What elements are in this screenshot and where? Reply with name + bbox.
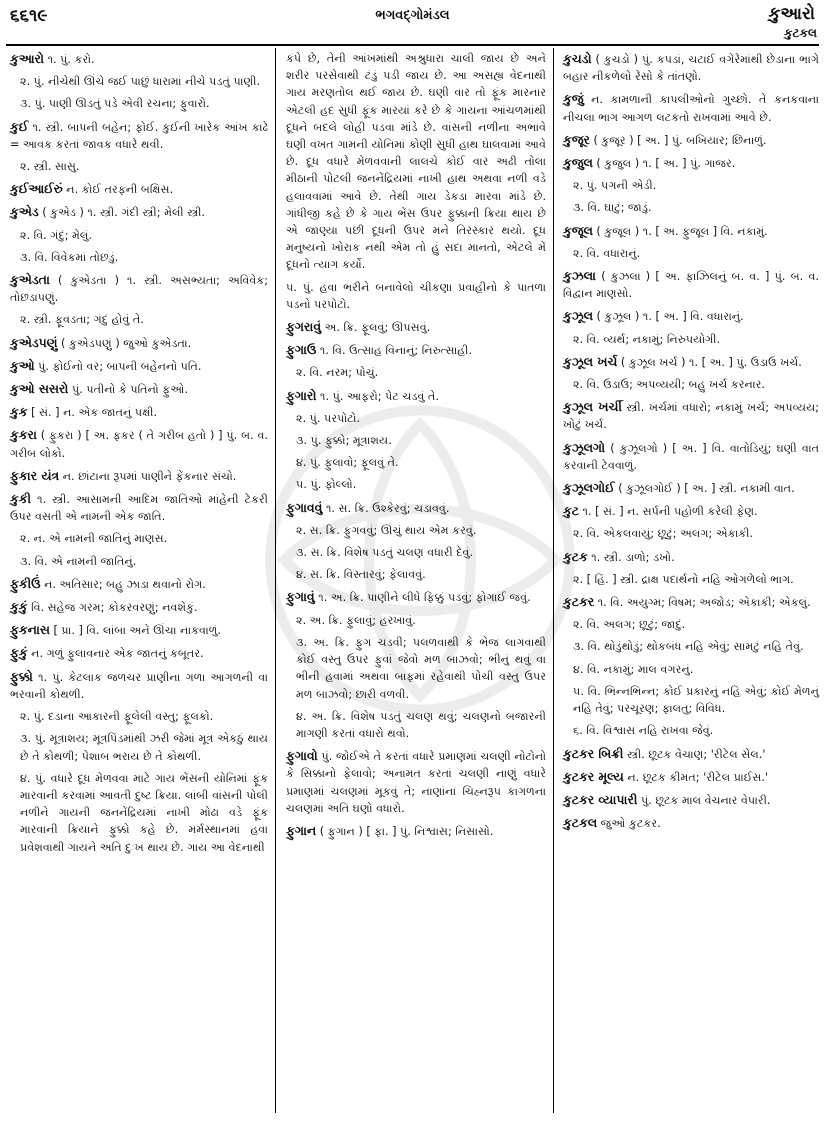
- definition: [ સં. ] ન. એક જાતનું પક્ષી.: [31, 406, 158, 420]
- sub-sense: ૨. પું. દડાના આકારની ફૂલેલી વસ્તુ; ફૂલકો.: [20, 710, 214, 724]
- dictionary-entry: [563, 353, 819, 371]
- sub-sense: ૪. પું. ફુલાવો; ફૂલવું તે.: [296, 456, 399, 470]
- definition: ૧. સ્ત્રી. આસામની આદિમ જાતિઓ માંહેની ટેકરી ઉપર વસતી એ નામની એક જાતિ.: [10, 493, 269, 524]
- headword: ફુગારો: [286, 387, 317, 403]
- dictionary-entry: [286, 387, 546, 405]
- sub-sense: ૫. પું. ફોલ્લો.: [296, 478, 357, 492]
- page-title: ભગવદ્ગોમંડલ: [375, 8, 450, 23]
- column-divider: [275, 48, 276, 1113]
- definition: ( કુજૂલ ) ૧. [ અ. ફુજૂલ ] વિ. નકામું.: [596, 224, 768, 238]
- headword: ફુગાવવું: [286, 499, 323, 515]
- headword: કુટકર મૂલ્ય: [563, 768, 624, 784]
- headword: ફુકાર યંત્ર: [10, 467, 60, 483]
- dictionary-entry: [10, 575, 268, 593]
- dictionary-entry: [10, 490, 268, 525]
- definition: ૧. પું. આફરો; પેટ ચડવું તે.: [320, 389, 440, 403]
- dictionary-entry: [10, 644, 268, 662]
- headword: કુજૂર: [563, 131, 590, 147]
- dictionary-entry: [286, 318, 546, 336]
- headword: કુઓ સસરો: [10, 381, 69, 397]
- definition: પું. ફોઈનો વર; બાપની બહેનનો પતિ.: [38, 359, 202, 373]
- definition: ૧. સ્ત્રી. બાપની બહેન; ફોઈ. કુઈની ખારેક આંખ કાઢે = આવક કરતાં જાવક વધારે થવી.: [10, 120, 269, 151]
- definition: ન. ગળું ફુલાવનાર એક જાતનું કબૂતર.: [31, 647, 204, 661]
- headword: કુકી: [10, 491, 32, 507]
- sub-sense: ૩. વિ. એ નામની જાતિનું.: [20, 554, 137, 568]
- headword: કુઝૂલ ખર્ચી: [563, 399, 622, 415]
- headword: ફુક્કો: [10, 668, 33, 684]
- sub-sense: ૨. વિ. એકલવાયું; છૂટું; અલગ; એકાકી.: [573, 527, 753, 541]
- headword: કુચડો: [563, 51, 592, 66]
- headword: કુકું: [10, 599, 28, 615]
- dictionary-entry: [10, 380, 268, 398]
- dictionary-entry: [563, 814, 819, 832]
- sub-sense: ૨. વિ. વ્યર્થ; નકામું; નિરુપયોગી.: [573, 332, 721, 346]
- definition: ( કુઝૂલ ખર્ચ ) ૧. [ અ. ] પું. ઉડાઉ ખર્ચ.: [620, 355, 802, 369]
- sub-sense: ૫. વિ. ભિન્નભિન્ન; કોઈ પ્રકારનું નહિ એવું; કોઈ મેળનું નહિ તેવું; પરચૂરણ; ફાલતુ; વિવિધ.: [573, 684, 819, 716]
- sub-sense: ૨. વિ. ગંદું; મેલું.: [20, 228, 92, 242]
- definition: ( કુઝલા ) [ અ. ફાઝિલનું બ. વ. ] પું. બ. વ. વિદ્વાન માણસો.: [563, 270, 819, 301]
- continued-paragraph: કંપે છે, તેની આંખમાંથી અશ્રુધારા ચાલી જાય છે અને શરીર પરસેવાથી ટંડું પડી જાય છે. આ અસહ્ય વેદનાથી ગાય મરણતોલ થઈ જાય છે. ઘણી વાર તો ફૂંક મારનાર એટલી હદ સુધી ફૂંક મારયાં કરે છે કે ગાયના આંચળમાંથી દૂધને બદલે લોહી પડવા માંડે છે. વાંસની નળીના અભાવે ઘણી વખત ગામની યોનિમાં કોણી સુધી હાથ ઘાલવામાં આવે છે. દૂધ વધારે મેળવવાની લાલચે કોઈ વાર અઢી તોલા મીઠાની પોટલી જનનેંદ્રિયમાં નાખી હાથ અથવા નળી વડે હલાવવામાં આવે છે. તેથી ગાય ડેકડા મારવા માંડે છે. ગાંધીજી કહે છે કે ગાય ભેંસ ઉપર ફુક્કાની ક્રિયા થાય છે એ જાણ્યા પછી દૂધની ઉપર મને તિરસ્કાર થયો. દૂધ મનુષ્યનો ખોરાક નથી એમ તો હું સદા માનતો, એટલે મેં દૂધનો ત્યાગ કર્યો.: [286, 52, 546, 272]
- headword: કુએડતા: [10, 272, 50, 288]
- definition: પું. પતીનો કે પતિનો ફુઓ.: [71, 383, 189, 397]
- headword: કુક: [10, 404, 28, 420]
- definition: ( ફુગાન ) [ ફા. ] પું. નિશ્વાસ; નિસાસો.: [319, 824, 494, 838]
- dictionary-entry: [10, 403, 268, 421]
- sub-sense: ૨. સ્ત્રી. સાસુ.: [20, 160, 80, 174]
- continued-paragraph: ૫. પું. હવા ભરીને બનાવેલો ચીકણા પ્રવાહીનો કે પાતળા પડનો પરપોટો.: [286, 280, 546, 311]
- definition: પું. જોઈએ તે કરતાં વધારે પ્રમાણમાં ચલણી નોટોનો કે સિક્કાનો ફેલાવો; અનામત કરતાં ચલણી નાણું વધારે પ્રમાણમાં ચલણમાં મૂકવું તે; નાણાંના ચિહ્નરૂપ કાગળના ચલણમાં અતિ ઘણો વધારો.: [286, 750, 546, 815]
- headword: કુજુલ: [563, 155, 593, 171]
- dictionary-entry: [286, 499, 546, 517]
- definition: ૧. અ. ક્રિ. પાણીને લીધે ફિક્કું પડવું; ફોગાઈ જવું.: [318, 591, 531, 605]
- definition: સ્ત્રી. ખર્ચમાં વધારો; નકામું ખર્ચ; અપવ્યય; ખોટું ખર્ચ.: [563, 401, 819, 432]
- definition: [ પ્રા. ] વિ. લાંબા અને ઊંચા નાકવાળું.: [53, 624, 221, 638]
- headword: ફુકું: [10, 645, 28, 661]
- dictionary-entry: [563, 131, 819, 149]
- dictionary-entry: [286, 588, 546, 606]
- headword: ફુગાન: [286, 822, 317, 838]
- headword: કુઝલા: [563, 268, 596, 284]
- sub-sense: ૨. વિ. વધારાનું.: [573, 246, 641, 260]
- definition: ( કુએડ ) ૧. સ્ત્રી. ગંદી સ્ત્રી; મેલી સ્ત્રી.: [42, 206, 205, 220]
- sub-sense: ૨. વિ. નરમ; પોચું.: [296, 366, 379, 380]
- headword: કુજું: [563, 91, 584, 107]
- column-2: [286, 50, 546, 845]
- headword: ફુગાવો: [286, 748, 318, 764]
- headword: ફુકીઉં: [10, 575, 41, 591]
- dictionary-entry: [563, 90, 819, 125]
- sub-sense: ૨. વિ. અલગ; છૂટું; જાદું.: [573, 618, 686, 632]
- headword: કુઝૂલગો: [563, 439, 606, 455]
- sub-sense: ૪. સ. ક્રિ. વિસ્તારવું; ફેલાવવું.: [296, 568, 426, 582]
- dictionary-entry: [563, 791, 819, 809]
- definition: ( કુજૂર ) [ અ. ] પું. બખિયાર; છિનાળું.: [593, 133, 767, 147]
- headword: કુઆરો: [10, 51, 45, 66]
- definition: જુઓ કુટકર.: [600, 817, 661, 831]
- definition: ન. કામળાની કાપલીઓનો ગુચ્છો. તે કનકવાના નીચલા ભાગ આગળ લટકતો રાખવામાં આવે છે.: [563, 93, 819, 124]
- dictionary-entry: [563, 267, 819, 302]
- definition: ૧. પું. કેટલાક જળચર પ્રાણીના ગળા આગળની વા ભરવાની કોથળી.: [10, 670, 268, 701]
- sub-sense: ૪. પું. વધારે દૂધ મેળવવા માટે ગાય ભેંસની યોનિમાં ફૂંક મારવાની કરવામાં આવતી દુષ્ટ ક્રિયા. લાંબી વાંસની પોલી નળીને ગાયની જનનેંદ્રિયમાં નાખી મોઢા વડે ફૂંક મારવાની ક્રિયાને ફુક્કો કહે છે. મર્મસ્થાનમાં હવા પ્રવેશવાથી ગાયને અતિ દુઃખ થાય છે. ગાય આ વેદનાથી: [20, 771, 268, 854]
- sub-sense: ૨. પું. નીચેથી ઊંચે જઈ પાછું ધારામાં નીચે પડતું પાણી.: [20, 75, 261, 89]
- dictionary-entry: [10, 50, 268, 68]
- dictionary-entry: [286, 747, 546, 817]
- definition: ન. કોઈ તરફની બક્ષિસ.: [66, 183, 174, 197]
- dictionary-entry: [10, 467, 268, 485]
- headword: કુટકલ: [563, 815, 598, 831]
- last-guide-word: કુટકલ: [783, 26, 817, 40]
- column-divider: [553, 48, 554, 1113]
- definition: ૧. સ્ત્રી. ડાળો; ડખો.: [591, 550, 675, 564]
- dictionary-entry: [563, 398, 819, 433]
- dictionary-entry: [563, 222, 819, 240]
- definition: ( કુચડો ) પું. કપડાં, ચટાઈ વગેરેમાંથી છેડાના ભાગે બહાર નીકળેલો રેસો કે તાંતણો.: [563, 53, 819, 84]
- sub-sense: ૨. પું. પરપોટો.: [296, 411, 361, 425]
- definition: સ્ત્રી. છૂટક વેચાણ; 'રીટેલ સેલ.': [627, 747, 766, 761]
- sub-sense: ૨. વિ. ઉડાઉ; અપવ્યયી; બહુ ખર્ચ કરનાર.: [573, 378, 765, 392]
- headword: કુઈ: [10, 118, 29, 134]
- headword: કુઓ: [10, 357, 35, 373]
- sub-sense: ૨. પું. પગની એડી.: [573, 179, 657, 193]
- dictionary-entry: [563, 154, 819, 172]
- definition: ૧. સ. ક્રિ. ઉશ્કેરવું; ચડાવવું.: [325, 501, 450, 515]
- dictionary-entry: [563, 439, 819, 474]
- headword: કુઝૂલગોઈ: [563, 480, 615, 496]
- sub-sense: ૨. ન. એ નામની જાતિનું માણસ.: [20, 532, 168, 546]
- dictionary-entry: [10, 203, 268, 221]
- sub-sense: ૩. વિ. વિવેકમાં તોછડું.: [20, 250, 119, 264]
- sub-sense: ૩. અ. ક્રિ. ફુગ ચડવી; પલળવાથી કે ભેજ લાગવાથી કોઈ વસ્તુ ઉપર ફુવાં જેવો મળ બાઝવો; ભીનું થવું વા ભીની હવામાં અથવા બાફમાં રહેવાથી પોચી વસ્તુ ઉપર મળ બાઝવો; છારી વળવી.: [296, 635, 546, 701]
- definition: ( કુઝૂલગોઈ ) [ અ. ] સ્ત્રી. નકામી વાત.: [618, 482, 795, 496]
- dictionary-entry: [10, 180, 268, 198]
- headword: ફુગાવું: [286, 589, 315, 605]
- headword: કુટ: [563, 503, 579, 519]
- definition: ( કુજુલ ) ૧. [ અ. ] પું. ગાજર.: [596, 157, 736, 171]
- dictionary-entry: [563, 307, 819, 325]
- headword: કુટકર બિક્રી: [563, 745, 624, 761]
- sub-sense: ૩. પું. મૂત્રાશય; મૂત્રપિંડમાંથી ઝરી જેમાં મૂત્ર એકઠું થાય છે તે કોથળી; પેશાબ ભરાય છે તે કોથળી.: [20, 732, 268, 763]
- dictionary-entry: [10, 426, 268, 461]
- dictionary-entry: [10, 118, 268, 153]
- dictionary-entry: [563, 502, 819, 520]
- definition: ૧. પું. કરો.: [47, 53, 95, 66]
- headword: કુકરા: [10, 427, 37, 443]
- definition: અ. ક્રિ. ફૂલવું; ઊપસવું.: [324, 321, 431, 335]
- headword: કુઝૂલ: [563, 308, 593, 324]
- sub-sense: ૪. અ. ક્રિ. વિશેષ પડતું ચલણ થવું; ચલણનો બજારની માગણી કરતાં વધારો થવો.: [296, 709, 546, 740]
- headword: કુએડપણું: [10, 334, 58, 350]
- headword: ફુગરાવું: [286, 319, 322, 335]
- headword: ફુગાઉ: [286, 342, 317, 358]
- definition: ૧. [ સં. ] ન. સર્પની પહોળી કરેલી ફેણ.: [582, 505, 758, 519]
- sub-sense: ૨. સ. ક્રિ. ફુગવવું; ઊંચું થાય એમ કરવું.: [296, 523, 477, 537]
- header-rule: [6, 44, 819, 46]
- sub-sense: ૪. વિ. નકામું; માલ વગરનું.: [573, 662, 694, 676]
- headword: કુટકર: [563, 594, 595, 610]
- dictionary-entry: [10, 271, 268, 306]
- headword: કુટક: [563, 548, 588, 564]
- first-guide-word: કુઆરો: [768, 4, 815, 24]
- definition: ( કુઝૂલ ) ૧. [ અ. ] વિ. વધારાનું.: [596, 310, 744, 324]
- definition: ( કુએડપણું ) જુઓ કુએડતા.: [61, 336, 192, 350]
- sub-sense: ૩. વિ. ઘાટું; જાડું.: [573, 201, 652, 215]
- sub-sense: ૩. પું. પાણી ઊડતું પડે એવી રચના; ફુવારો.: [20, 97, 210, 111]
- definition: ( કુઝૂલગો ) [ અ. ] વિ. વાતોડિયું; ઘણી વાત કરવાની ટેવવાળું.: [563, 441, 819, 472]
- dictionary-entry: [10, 621, 268, 639]
- sub-sense: ૩. સ. ક્રિ. વિશેષ પડતું ચલણ વધારી દેવું.: [296, 546, 474, 560]
- dictionary-entry: [563, 745, 819, 763]
- sub-sense: ૨. અ. ક્રિ. ફુલાવું; હરખાવું.: [296, 613, 416, 627]
- dictionary-entry: [563, 593, 819, 611]
- definition: ૧. વિ. અયુગ્મ; વિષમ; અજોડ; એકાકી; એકલું.: [597, 596, 811, 610]
- sub-sense: ૩. પું. ફુક્કો; મૂત્રાશય.: [296, 434, 392, 448]
- definition: ( કુએડતા ) ૧. સ્ત્રી. અસભ્યતા; અવિવેક; તોછડાપણું.: [10, 274, 269, 305]
- dictionary-entry: [563, 479, 819, 497]
- definition: ન. છાંટાના રૂપમાં પાણીને ફેંકનાર સંચો.: [62, 469, 237, 483]
- headword: કુઝૂલ ખર્ચ: [563, 353, 618, 369]
- page-number: ૬૬૧૯: [10, 6, 48, 26]
- dictionary-entry: [10, 598, 268, 616]
- headword: કુટકર વ્યાપારી: [563, 791, 638, 807]
- dictionary-entry: [286, 341, 546, 359]
- definition: ન. અતિસાર; બહુ ઝાડા થવાનો રોગ.: [44, 577, 206, 591]
- column-3: [563, 50, 819, 837]
- dictionary-entry: [10, 668, 268, 703]
- definition: ૧. વિ. ઉત્સાહ વિનાનું; નિરુત્સાહી.: [319, 344, 472, 358]
- headword: કુજૂલ: [563, 222, 593, 238]
- sub-sense: ૩. વિ. થોડુંથોડું; થોકબંધ નહિ એવું; સામટું નહિ તેવું.: [573, 640, 804, 654]
- dictionary-entry: [563, 548, 819, 566]
- definition: પું. છૂટક માલ વેચનાર વેપારી.: [640, 793, 771, 807]
- column-1: [10, 50, 268, 861]
- dictionary-entry: [563, 768, 819, 786]
- sub-sense: ૨. [ હિં. ] સ્ત્રી. દ્રાક્ષ પદાર્થનો નહિ ઓગળેલો ભાગ.: [573, 572, 794, 586]
- headword: કુઈઆઈરું: [10, 181, 63, 197]
- dictionary-entry: [10, 334, 268, 352]
- definition: ન. છૂટક કીમત; 'રીટેલ પ્રાઈસ.': [627, 770, 769, 784]
- definition: વિ. સહેજ ગરમ; કોકરવરણું; નવશેકું.: [31, 601, 198, 615]
- headword: ફુકનાસ: [10, 622, 50, 638]
- headword: કુએડ: [10, 204, 39, 220]
- dictionary-entry: [10, 357, 268, 375]
- definition: ( ફુકરા ) [ અ. ફકર ( તે ગરીબ હતો ) ] પું. બ. વ. ગરીબ લોકો.: [10, 429, 268, 460]
- sub-sense: ૨. સ્ત્રી. ફૂવડતા; ગંદું હોવું તે.: [20, 313, 144, 327]
- dictionary-entry: [286, 822, 546, 840]
- sub-sense: ૬. વિ. વિશ્વાસ નહિ રાખવા જેવું.: [573, 724, 714, 738]
- dictionary-entry: [563, 50, 819, 85]
